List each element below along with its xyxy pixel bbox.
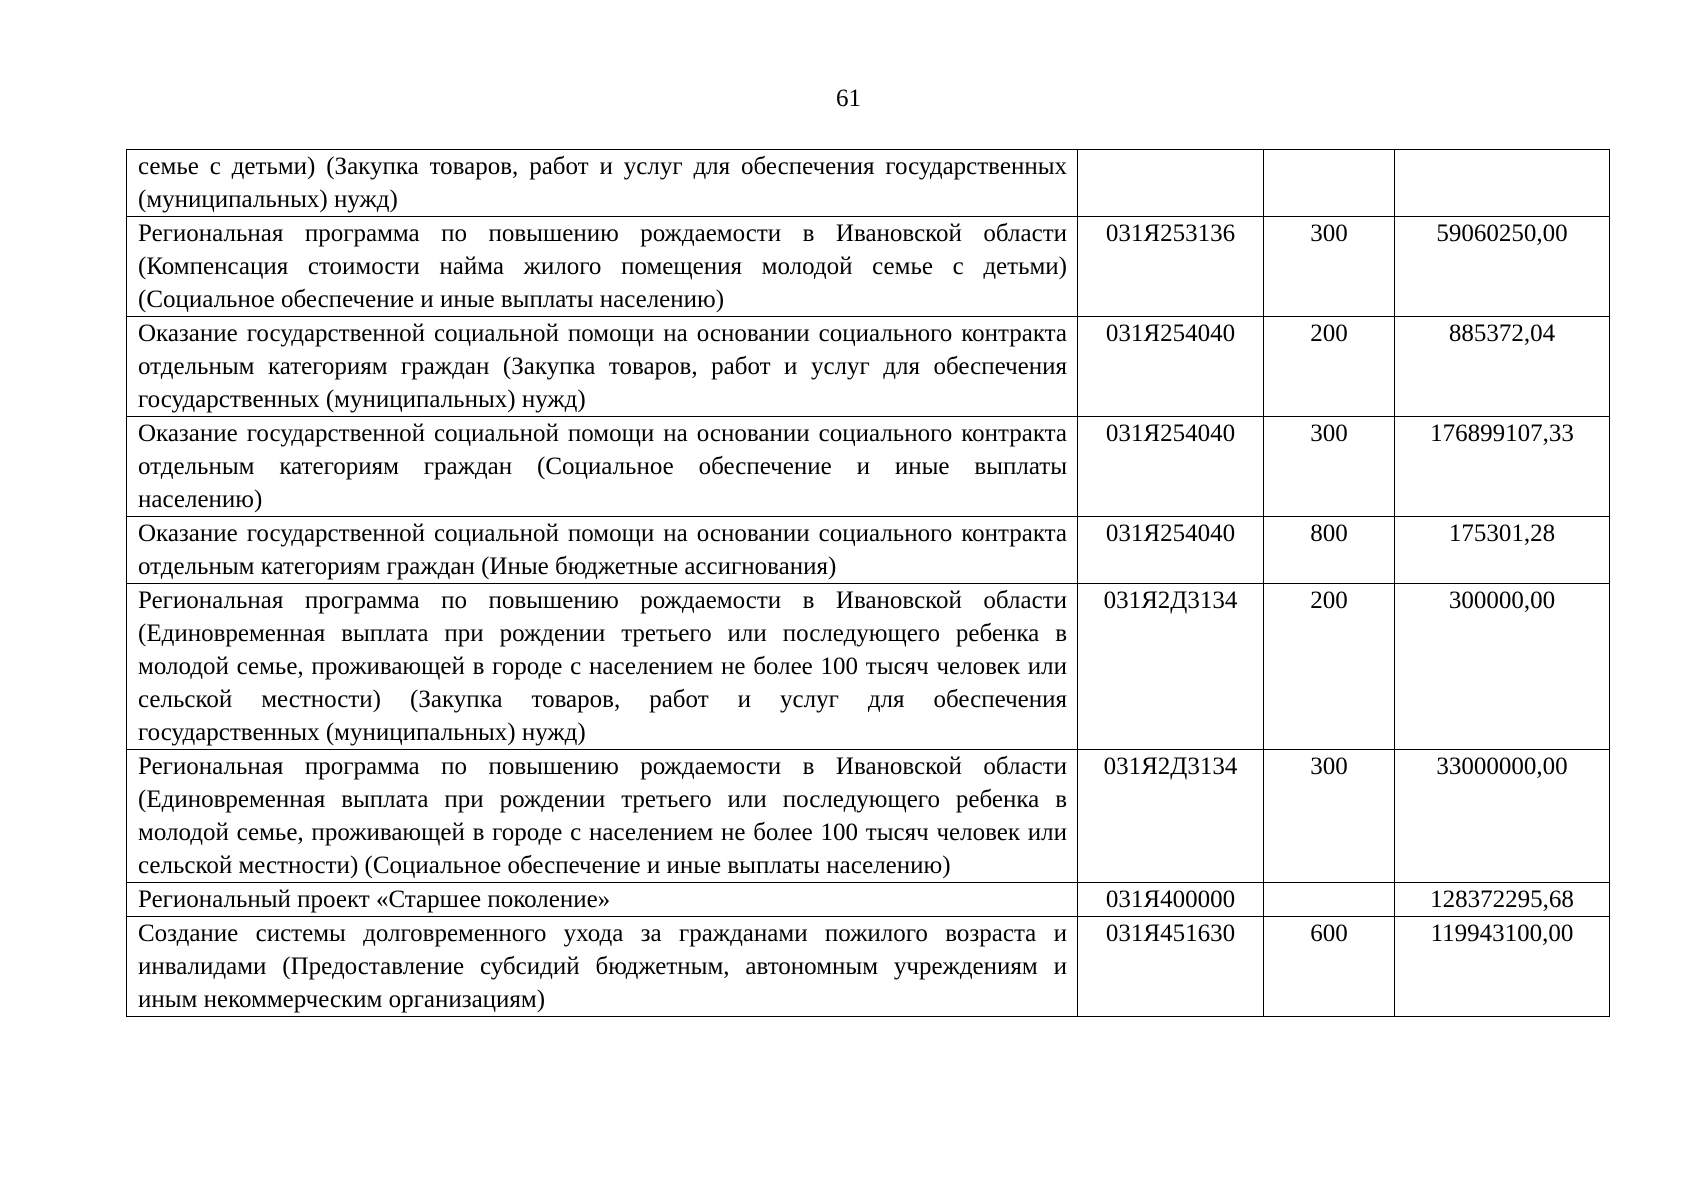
row-description: Оказание государственной социальной помощи на основании социального контракта отдельным категориям граждан (Социальное обеспечение и иные выплаты населению) [127, 417, 1078, 517]
row-amount: 885372,04 [1395, 317, 1610, 417]
row-description: Создание системы долговременного ухода за гражданами пожилого возраста и инвалидами (Предоставление субсидий бюджетным, автономным учреждениям и иным некоммерческим организациям) [127, 917, 1078, 1017]
row-amount: 175301,28 [1395, 517, 1610, 584]
row-description: Региональный проект «Старшее поколение» [127, 883, 1078, 917]
table-row [127, 150, 1610, 217]
row-amount: 300000,00 [1395, 584, 1610, 750]
table-row [127, 417, 1610, 517]
row-target-code: 031Я253136 [1078, 217, 1264, 317]
row-target-code [1078, 150, 1264, 217]
row-amount [1395, 150, 1610, 217]
row-expense-type: 200 [1264, 317, 1395, 417]
row-expense-type: 600 [1264, 917, 1395, 1017]
table-row [127, 317, 1610, 417]
row-expense-type [1264, 883, 1395, 917]
row-expense-type: 300 [1264, 217, 1395, 317]
table-row [127, 883, 1610, 917]
row-expense-type: 300 [1264, 417, 1395, 517]
page-number: 61 [836, 85, 861, 112]
row-expense-type: 200 [1264, 584, 1395, 750]
table-row [127, 517, 1610, 584]
table-row [127, 917, 1610, 1017]
budget-table [126, 149, 1610, 1017]
row-amount: 128372295,68 [1395, 883, 1610, 917]
row-expense-type [1264, 150, 1395, 217]
row-description: Региональная программа по повышению рождаемости в Ивановской области (Компенсация стоимости найма жилого помещения молодой семье с детьми) (Социальное обеспечение и иные выплаты населению) [127, 217, 1078, 317]
row-expense-type: 800 [1264, 517, 1395, 584]
row-description: Оказание государственной социальной помощи на основании социального контракта отдельным категориям граждан (Закупка товаров, работ и услуг для обеспечения государственных (муниципальных) нужд) [127, 317, 1078, 417]
row-description: Региональная программа по повышению рождаемости в Ивановской области (Единовременная выплата при рождении третьего или последующего ребенка в молодой семье, проживающей в городе с населением не более 100 тысяч человек или сельской местности) (Социальное обеспечение и иные выплаты населению) [127, 750, 1078, 883]
row-amount: 59060250,00 [1395, 217, 1610, 317]
row-expense-type: 300 [1264, 750, 1395, 883]
row-target-code: 031Я451630 [1078, 917, 1264, 1017]
row-description: семье с детьми) (Закупка товаров, работ и услуг для обеспечения государственных (муниципальных) нужд) [127, 150, 1078, 217]
row-target-code: 031Я400000 [1078, 883, 1264, 917]
row-target-code: 031Я254040 [1078, 517, 1264, 584]
table-row [127, 217, 1610, 317]
table-row [127, 584, 1610, 750]
row-target-code: 031Я2Д3134 [1078, 750, 1264, 883]
row-amount: 33000000,00 [1395, 750, 1610, 883]
row-target-code: 031Я2Д3134 [1078, 584, 1264, 750]
row-amount: 176899107,33 [1395, 417, 1610, 517]
row-description: Региональная программа по повышению рождаемости в Ивановской области (Единовременная выплата при рождении третьего или последующего ребенка в молодой семье, проживающей в городе с населением не более 100 тысяч человек или сельской местности) (Закупка товаров, работ и услуг для обеспечения государственных (муниципальных) нужд) [127, 584, 1078, 750]
row-amount: 119943100,00 [1395, 917, 1610, 1017]
row-description: Оказание государственной социальной помощи на основании социального контракта отдельным категориям граждан (Иные бюджетные ассигнования) [127, 517, 1078, 584]
row-target-code: 031Я254040 [1078, 417, 1264, 517]
row-target-code: 031Я254040 [1078, 317, 1264, 417]
table-row [127, 750, 1610, 883]
